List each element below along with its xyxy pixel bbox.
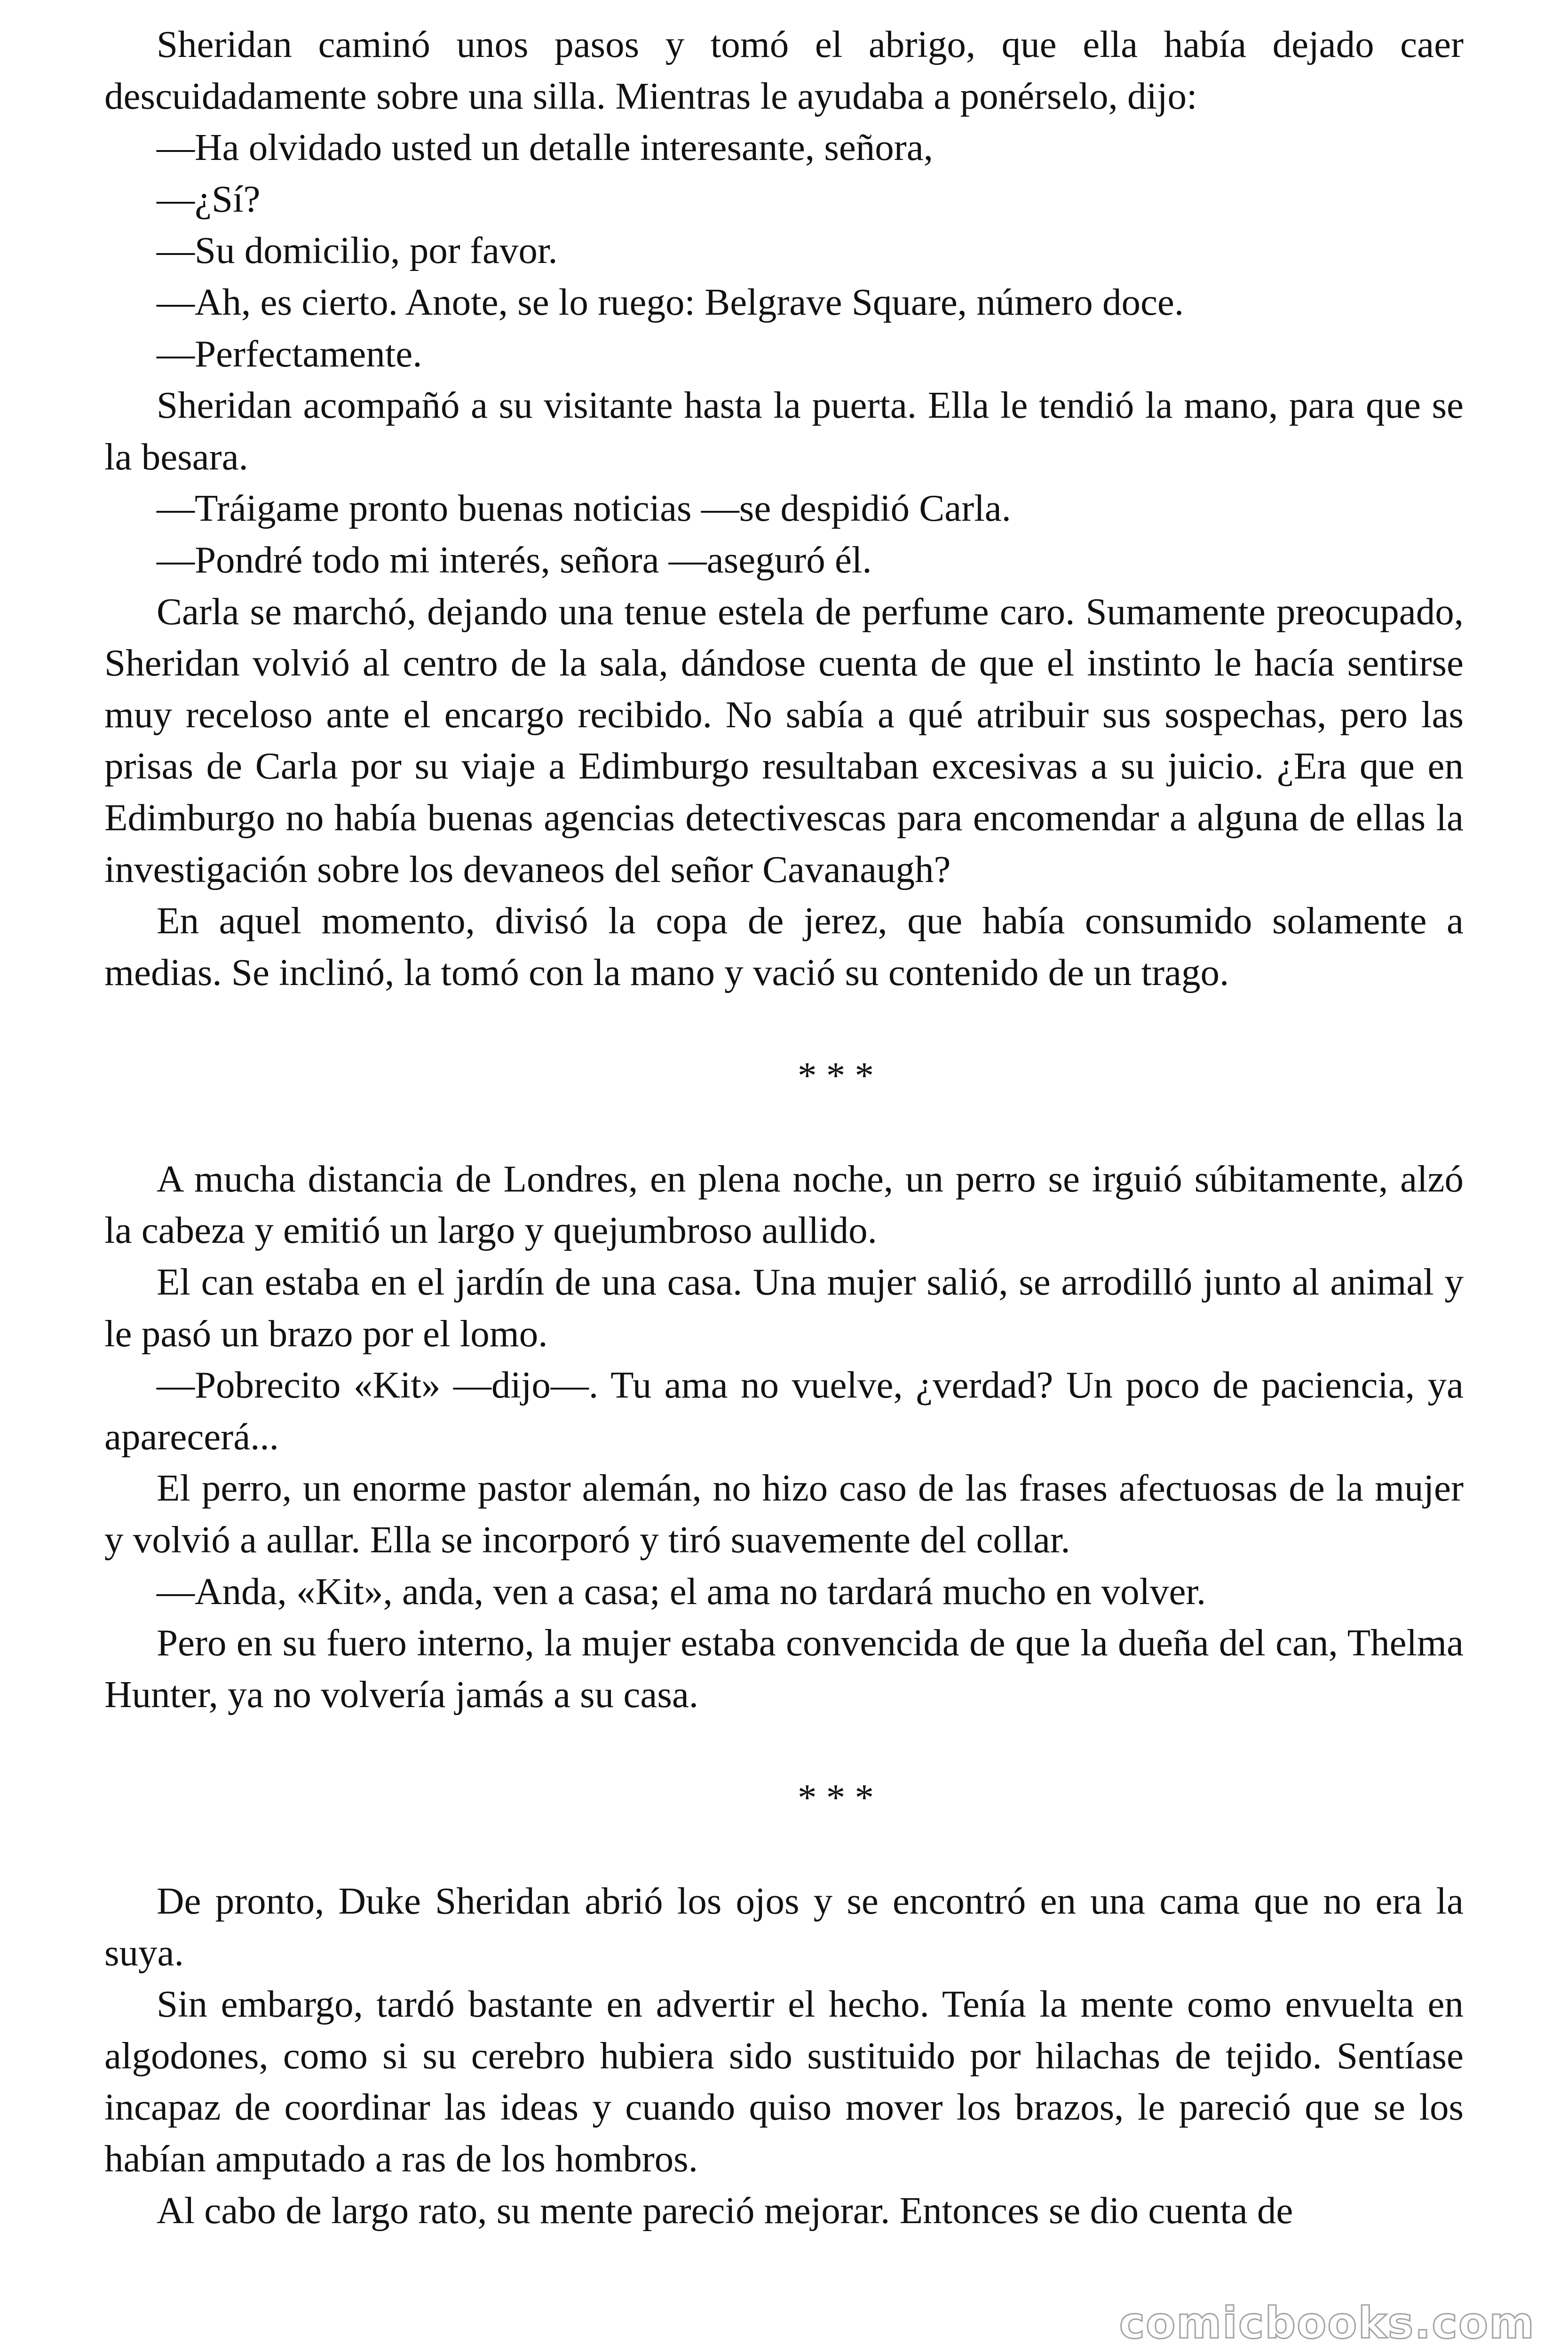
paragraph: —Pobrecito «Kit» —dijo—. Tu ama no vuelve, ¿verdad? Un poco de paciencia, ya aparecerá... [104, 1364, 1464, 1458]
spacer [104, 1824, 1464, 1875]
paragraph: De pronto, Duke Sheridan abrió los ojos y se encontró en una cama que no era la suya. [104, 1880, 1464, 1974]
paragraph: —Pondré todo mi interés, señora —aseguró él. [157, 538, 872, 581]
paragraph: —Perfectamente. [157, 332, 422, 375]
paragraph: —Tráigame pronto buenas noticias —se despidió Carla. [157, 487, 1011, 530]
paragraph: —Su domicilio, por favor. [157, 229, 558, 272]
section-separator: * * * [798, 1776, 874, 1819]
paragraph: A mucha distancia de Londres, en plena noche, un perro se irguió súbitamente, alzó la cabeza y emitió un largo y quejumbroso aullido. [104, 1157, 1464, 1252]
paragraph: —Ha olvidado usted un detalle interesante, señora, [157, 126, 933, 169]
paragraph: Carla se marchó, dejando una tenue estela de perfume caro. Sumamente preocupado, Sheridan volvió al centro de la sala, dándose cuenta de que el instinto le hacía sentirse muy receloso ante el encargo recibido. No sabía a qué atribuir sus sospechas, pero las prisas de Carla por su viaje a Edimburgo resultaban excesivas a su juicio. ¿Era que en Edimburgo no había buenas agencias detectivescas para encomendar a alguna de ellas la investigación sobre los devaneos del señor Cavanaugh? [104, 590, 1464, 890]
paragraph: —Ah, es cierto. Anote, se lo ruego: Belgrave Square, número doce. [157, 280, 1184, 323]
paragraph: Pero en su fuero interno, la mujer estaba convencida de que la dueña del can, Thelma Hunter, ya no volvería jamás a su casa. [104, 1621, 1464, 1716]
watermark-logo: comicbooks.com [1119, 2298, 1535, 2348]
paragraph: Sheridan acompañó a su visitante hasta la puerta. Ella le tendió la mano, para que se la besara. [104, 384, 1464, 478]
paragraph: Sheridan caminó unos pasos y tomó el abrigo, que ella había dejado caer descuidadamente sobre una silla. Mientras le ayudaba a ponérselo, dijo: [104, 23, 1464, 117]
paragraph: —¿Sí? [157, 177, 261, 220]
book-page [104, 19, 1464, 2236]
section-separator: * * * [798, 1054, 874, 1097]
paragraph: —Anda, «Kit», anda, ven a casa; el ama no tardará mucho en volver. [157, 1570, 1206, 1613]
paragraph: El can estaba en el jardín de una casa. Una mujer salió, se arrodilló junto al animal y le pasó un brazo por el lomo. [104, 1261, 1464, 1355]
paragraph: El perro, un enorme pastor alemán, no hizo caso de las frases afectuosas de la mujer y volvió a aullar. Ella se incorporó y tiró suavemente del collar. [104, 1467, 1464, 1561]
paragraph: Al cabo de largo rato, su mente pareció mejorar. Entonces se dio cuenta de [157, 2189, 1293, 2232]
spacer [104, 1102, 1464, 1153]
spacer [104, 998, 1464, 1050]
spacer [104, 1720, 1464, 1772]
paragraph: Sin embargo, tardó bastante en advertir el hecho. Tenía la mente como envuelta en algodones, como si su cerebro hubiera sido sustituido por hilachas de tejido. Sentíase incapaz de coordinar las ideas y cuando quiso mover los brazos, le pareció que se los habían amputado a ras de los hombros. [104, 1983, 1464, 2180]
paragraph: En aquel momento, divisó la copa de jerez, que había consumido solamente a medias. Se inclinó, la tomó con la mano y vació su contenido de un trago. [104, 899, 1464, 993]
